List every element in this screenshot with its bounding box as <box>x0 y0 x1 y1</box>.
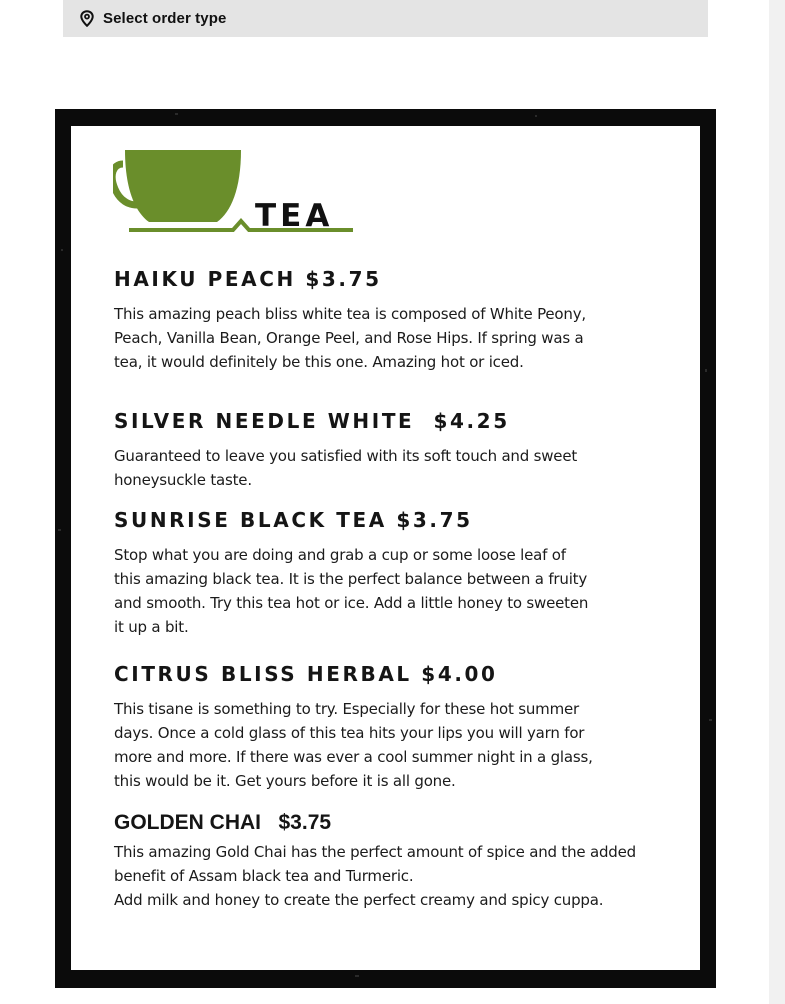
menu-item <box>114 267 694 374</box>
menu-item-description: Guaranteed to leave you satisfied with its soft touch and sweet honeysuckle taste. <box>114 447 578 489</box>
menu-item <box>114 508 694 639</box>
menu-item <box>114 811 694 912</box>
menu-item-description: This tisane is something to try. Especially for these hot summer days. Once a cold glass of this tea hits your lips you will yarn for more and more. If there was ever a cool summer night in a glass, this would be it. Get yours before it is all gone. <box>114 700 593 790</box>
menu-item-title: SILVER NEEDLE WHITE $4.25 <box>114 409 510 433</box>
select-order-type-button[interactable] <box>63 0 708 37</box>
menu-item <box>114 662 694 793</box>
menu-item-title: GOLDEN CHAI $3.75 <box>114 811 332 834</box>
menu-heading: TEA <box>255 198 334 234</box>
menu-item-title: SUNRISE BLACK TEA $3.75 <box>114 508 473 532</box>
menu-item-title: HAIKU PEACH $3.75 <box>114 267 382 291</box>
menu-item-title: CITRUS BLISS HERBAL $4.00 <box>114 662 498 686</box>
tea-menu-image <box>55 109 716 988</box>
menu-header <box>113 149 353 235</box>
location-pin-icon <box>80 10 94 27</box>
menu-item-description: Stop what you are doing and grab a cup or some loose leaf of this amazing black tea. It is the perfect balance between a fruity and smooth. Try this tea hot or ice. Add a little honey to sweeten it up a bit. <box>114 546 589 636</box>
menu-page <box>71 126 700 970</box>
menu-item-description: This amazing peach bliss white tea is composed of White Peony, Peach, Vanilla Bean, Orange Peel, and Rose Hips. If spring was a tea, it would definitely be this one. Amazing hot or iced. <box>114 305 586 371</box>
menu-item <box>114 409 694 492</box>
order-type-label: Select order type <box>103 10 227 27</box>
page-scrollbar[interactable] <box>769 0 785 1004</box>
menu-item-description: This amazing Gold Chai has the perfect amount of spice and the added benefit of Assam black tea and Turmeric. Add milk and honey to create the perfect creamy and spicy cuppa. <box>114 843 636 909</box>
